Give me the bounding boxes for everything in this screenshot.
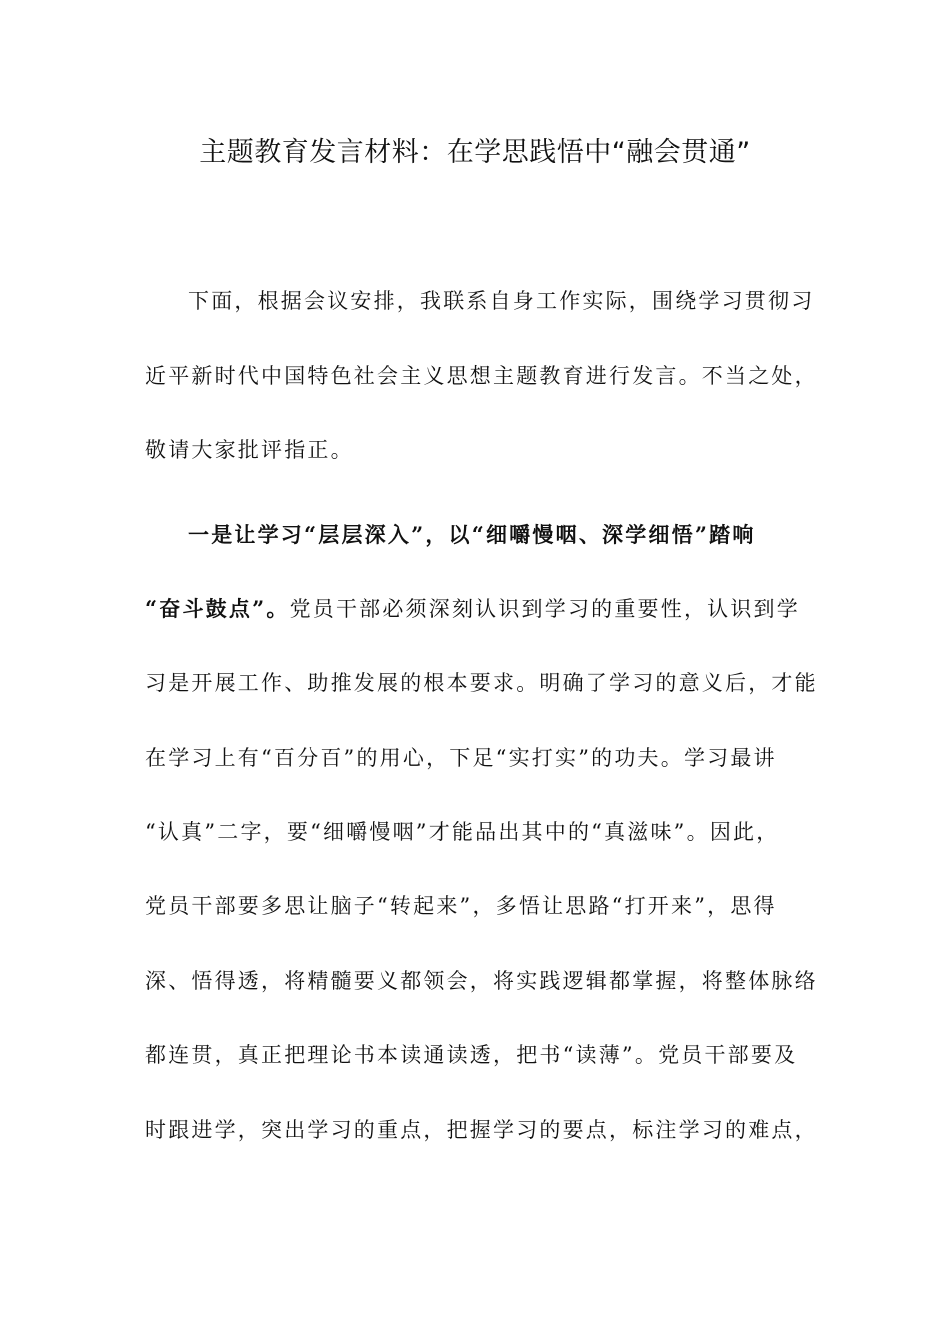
section1-line-6: 党员干部要多思让脑子“转起来”，多悟让思路“打开来”，思得 bbox=[145, 894, 777, 918]
section1-line-2-text: 党员干部必须深刻认识到学习的重要性，认识到学 bbox=[289, 597, 800, 621]
section1-line-2 bbox=[145, 594, 800, 624]
section1-line-5: “认真”二字，要“细嚼慢咽”才能品出其中的“真滋味”。因此， bbox=[145, 820, 780, 844]
section1-line-3: 习是开展工作、助推发展的根本要求。明确了学习的意义后，才能 bbox=[145, 671, 818, 695]
section1-line-4: 在学习上有“百分百”的用心，下足“实打实”的功夫。学习最讲 bbox=[145, 746, 777, 770]
section1-line-9: 时跟进学，突出学习的重点，把握学习的要点，标注学习的难点， bbox=[145, 1118, 818, 1142]
intro-line-1: 下面，根据会议安排，我联系自身工作实际，围绕学习贯彻习 bbox=[188, 289, 815, 313]
intro-line-2: 近平新时代中国特色社会主义思想主题教育进行发言。不当之处， bbox=[145, 364, 818, 388]
intro-line-3: 敬请大家批评指正。 bbox=[145, 438, 354, 462]
section1-line-7: 深、悟得透，将精髓要义都领会，将实践逻辑都掌握，将整体脉络 bbox=[145, 969, 818, 993]
section1-heading-end: “奋斗鼓点”。 bbox=[145, 596, 290, 621]
section1-heading-line-1: 一是让学习“层层深入”，以“细嚼慢咽、深学细悟”踏响 bbox=[188, 522, 756, 547]
section1-line-8: 都连贯，真正把理论书本读通读透，把书“读薄”。党员干部要及 bbox=[145, 1043, 798, 1067]
document-title: 主题教育发言材料：在学思践悟中“融会贯通” bbox=[199, 137, 751, 168]
